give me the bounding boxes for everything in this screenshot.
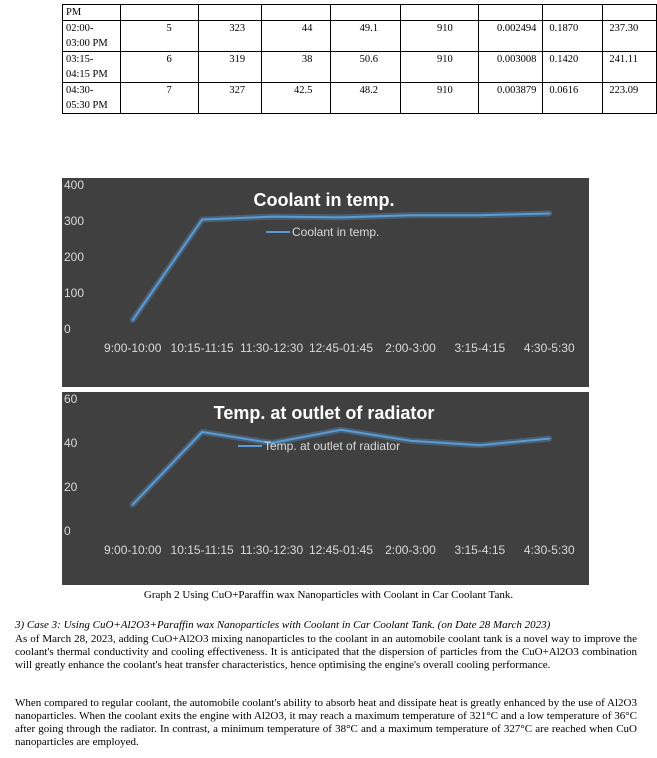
table-cell: 0.1420: [543, 52, 603, 83]
y-tick-label: 0: [64, 524, 71, 538]
table-cell: 48.2: [331, 83, 401, 114]
table-cell: 03:15-04:15 PM: [63, 52, 121, 83]
table-cell: [262, 5, 331, 21]
x-tick-label: 4:30-5:30: [523, 543, 575, 557]
table-cell: 0.1870: [543, 21, 603, 52]
table-cell: 910: [400, 83, 478, 114]
table-cell: 42.5: [262, 83, 331, 114]
table-cell: 7: [120, 83, 198, 114]
x-tick-label: 3:15-4:15: [454, 341, 506, 355]
table-cell: 04:30-05:30 PM: [63, 83, 121, 114]
data-point: [340, 217, 342, 219]
table-row: [63, 5, 657, 21]
y-tick-label: 40: [64, 436, 78, 450]
chart-coolant-in-temp-svg: [62, 178, 589, 387]
data-point: [410, 440, 412, 442]
table-cell: 319: [198, 52, 261, 83]
x-tick-label: 3:15-4:15: [454, 543, 506, 557]
x-tick-label: 9:00-10:00: [104, 341, 162, 355]
table-cell: 223.09: [603, 83, 657, 114]
table-cell: PM: [63, 5, 121, 21]
table-cell: 910: [400, 52, 478, 83]
table-cell: 0.0616: [543, 83, 603, 114]
legend-label: Temp. at outlet of radiator: [264, 439, 401, 453]
y-tick-label: 60: [64, 392, 78, 406]
y-tick-label: 0: [64, 322, 71, 336]
table-cell: [478, 5, 543, 21]
data-point: [548, 213, 550, 215]
table-row: [63, 83, 657, 114]
x-tick-label: 10:15-11:15: [170, 543, 234, 557]
x-tick-label: 2:00-3:00: [385, 341, 436, 355]
table-cell: 50.6: [331, 52, 401, 83]
table-cell: 327: [198, 83, 261, 114]
table-cell: 910: [400, 21, 478, 52]
x-tick-label: 4:30-5:30: [523, 341, 575, 355]
data-point: [132, 319, 134, 321]
section-heading: 3) Case 3: Using CuO+Al2O3+Paraffin wax Nanoparticles with Coolant in Car Coolant Tank. (on Date 28 March 2023): [15, 619, 551, 631]
table-cell: 237.30: [603, 21, 657, 52]
x-tick-label: 9:00-10:00: [104, 543, 162, 557]
data-point: [271, 216, 273, 218]
x-tick-label: 12:45-01:45: [308, 341, 374, 355]
table-row: [63, 52, 657, 83]
table-cell: 6: [120, 52, 198, 83]
data-point: [132, 504, 134, 506]
chart-radiator-outlet-temp: [62, 392, 589, 585]
x-tick-label: 12:45-01:45: [308, 543, 374, 557]
chart-coolant-in-temp: [62, 178, 589, 387]
table-cell: 02:00-03:00 PM: [63, 21, 121, 52]
table-cell: 323: [198, 21, 261, 52]
chart-title: Coolant in temp.: [253, 190, 395, 210]
data-point: [410, 214, 412, 216]
data-point: [479, 444, 481, 446]
table-cell: [331, 5, 401, 21]
data-point: [340, 429, 342, 431]
table-cell: 49.1: [331, 21, 401, 52]
table-cell: [603, 5, 657, 21]
table-cell: 5: [120, 21, 198, 52]
data-point: [201, 219, 203, 221]
x-tick-label: 10:15-11:15: [170, 341, 234, 355]
table-cell: [543, 5, 603, 21]
table-cell: [120, 5, 198, 21]
y-tick-label: 20: [64, 480, 78, 494]
chart-radiator-outlet-temp-svg: [62, 392, 589, 585]
paragraph-1: As of March 28, 2023, adding CuO+Al2O3 mixing nanoparticles to the coolant in an automobile coolant tank is a novel way to improve the coolant's thermal conductivity and cooling effectiveness. It is anticipated that the dispersion of particles from the CuO+Al2O3 combination will greatly enhance the coolant's heat transfer characteristics, hence optimising the engine's overall cooling performance.: [15, 633, 637, 671]
table-row: [63, 21, 657, 52]
table-cell: [400, 5, 478, 21]
table-cell: 38: [262, 52, 331, 83]
x-tick-label: 11:30-12:30: [239, 543, 304, 557]
table-cell: 0.002494: [478, 21, 543, 52]
table-cell: [198, 5, 261, 21]
data-table: [62, 4, 657, 114]
table-cell: 44: [262, 21, 331, 52]
table-cell: 0.003008: [478, 52, 543, 83]
y-tick-label: 100: [64, 286, 85, 300]
data-point: [548, 438, 550, 440]
data-point: [201, 431, 203, 433]
y-tick-label: 400: [64, 178, 85, 192]
figure-caption: Graph 2 Using CuO+Paraffin wax Nanoparticles with Coolant in Car Coolant Tank.: [143, 589, 514, 601]
y-tick-label: 300: [64, 214, 85, 228]
x-tick-label: 11:30-12:30: [239, 341, 304, 355]
chart-title: Temp. at outlet of radiator: [213, 403, 435, 423]
table-cell: 0.003879: [478, 83, 543, 114]
data-point: [479, 214, 481, 216]
y-tick-label: 200: [64, 250, 85, 264]
legend-label: Coolant in temp.: [292, 225, 380, 239]
paragraph-2: When compared to regular coolant, the automobile coolant's ability to absorb heat and dissipate heat is greatly enhanced by the use of Al2O3 nanoparticles. When the coolant exits the engine with Al2O3, it may reach a maximum temperature of 321°C and a low temperature of 36°C after going through the radiator. In contrast, a minimum temperature of 38°C and a maximum temperature of 327°C are reached when CuO nanoparticles are employed.: [15, 697, 637, 748]
x-tick-label: 2:00-3:00: [385, 543, 436, 557]
table-cell: 241.11: [603, 52, 657, 83]
